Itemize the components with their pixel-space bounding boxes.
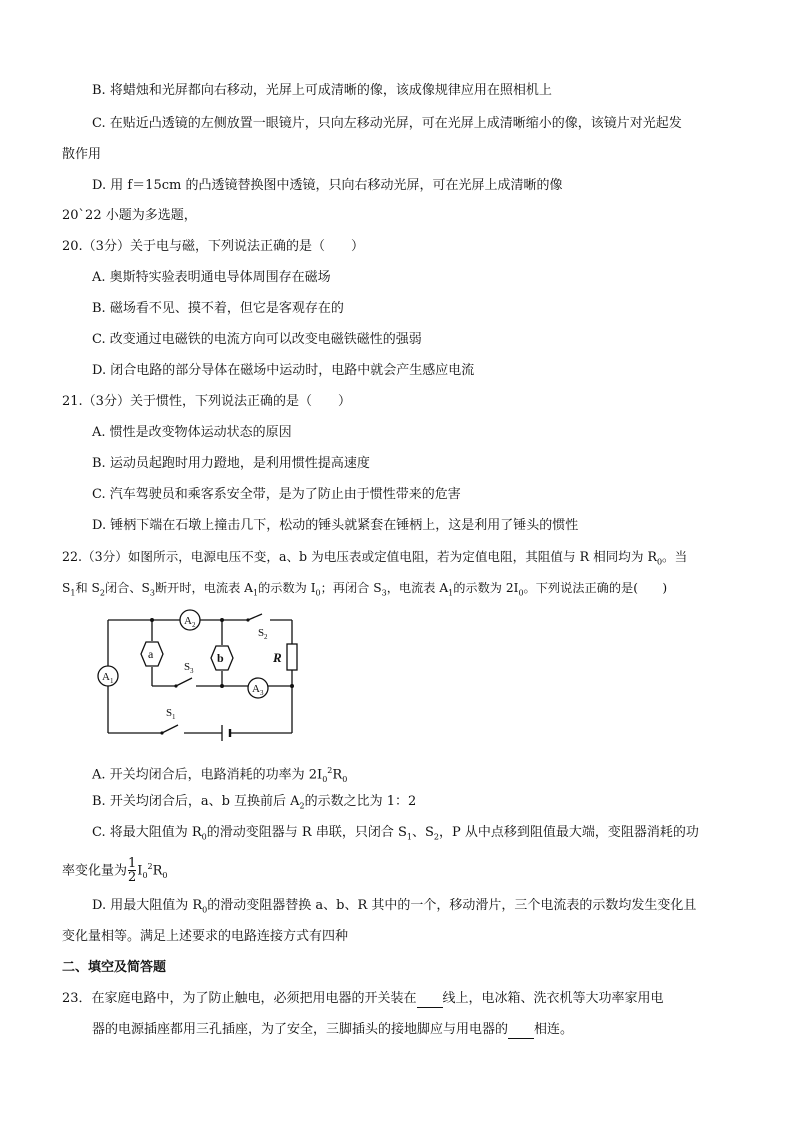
q21-option-a: A. 惯性是改变物体运动状态的原因 bbox=[92, 425, 292, 440]
label-a3-sub: 3 bbox=[260, 689, 264, 697]
q21-option-d: D. 锤柄下端在石墩上撞击几下，松动的锤头就紧套在锤柄上，这是利用了锤头的惯性 bbox=[92, 518, 579, 533]
circuit-diagram bbox=[96, 608, 306, 753]
q21-option-c: C. 汽车驾驶员和乘客系安全带，是为了防止由于惯性带来的危害 bbox=[92, 487, 461, 502]
q22-option-a: A. 开关均闭合后，电路消耗的功率为 $2I_0^2R_0$ bbox=[92, 766, 348, 784]
q23-blank-2[interactable] bbox=[508, 1024, 534, 1039]
q20-option-b: B. 磁场看不见、摸不着，但它是客观存在的 bbox=[92, 301, 344, 316]
fraction-one-half: $\frac{1}{2}$ bbox=[128, 856, 137, 886]
switch-s1-blade bbox=[162, 725, 178, 733]
label-s1: S bbox=[166, 707, 173, 719]
junction bbox=[220, 618, 224, 622]
q22-stem-line1: 22.（3分）如图所示，电源电压不变，a、b 为电压表或定值电阻，若为定值电阻，其阻值与 R 相同均为 $R_0$。当 bbox=[62, 549, 688, 567]
q23-line1: 23．在家庭电路中，为了防止触电，必须把用电器的开关装在 线上，电冰箱、洗衣机等大功率家用电 bbox=[62, 991, 664, 1006]
label-a: a bbox=[148, 647, 154, 661]
q19-option-b: B. 将蜡烛和光屏都向右移动，光屏上可成清晰的像，该成像规律应用在照相机上 bbox=[92, 83, 552, 98]
q23-blank-1[interactable] bbox=[417, 993, 443, 1008]
multi-select-note: 20`22 小题为多选题， bbox=[62, 208, 197, 223]
label-a2-sub: 2 bbox=[192, 621, 196, 629]
label-s3-sub: 3 bbox=[190, 667, 194, 675]
q21-stem: 21.（3分）关于惯性，下列说法正确的是（ ） bbox=[62, 394, 351, 409]
q20-stem: 20.（3分）关于电与磁，下列说法正确的是（ ） bbox=[62, 239, 364, 254]
label-s2-sub: 2 bbox=[264, 633, 268, 641]
resistor-r bbox=[287, 644, 297, 670]
label-r: R bbox=[273, 650, 282, 665]
label-a3: A bbox=[252, 683, 260, 695]
switch-s2-blade bbox=[248, 614, 262, 620]
q19-option-d: D. 用 f＝15cm 的凸透镜替换图中透镜，只向右移动光屏，可在光屏上成清晰的像 bbox=[92, 178, 563, 193]
label-b: b bbox=[217, 651, 224, 665]
q23-line2: 器的电源插座都用三孔插座，为了安全，三脚插头的接地脚应与用电器的 相连。 bbox=[92, 1022, 574, 1037]
label-s2: S bbox=[258, 627, 265, 639]
label-s3: S bbox=[184, 661, 191, 673]
label-s1-sub: 1 bbox=[172, 713, 176, 721]
junction bbox=[150, 618, 154, 622]
section-heading: 二、填空及简答题 bbox=[62, 960, 167, 975]
q22-option-d-line1: D. 用最大阻值为 $R_0$的滑动变阻器替换 a、b、R 其中的一个，移动滑片，三个电流表的示数均发生变化且 bbox=[92, 898, 697, 915]
q19-option-c-line2: 散作用 bbox=[62, 147, 102, 162]
q22-stem-line2: $S_1$和 $S_2$闭合、$S_3$断开时，电流表 $A_1$的示数为 $I_0$；再闭合 $S_3$，电流表 $A_1$的示数为 $2I_0$。下列说法正确的是( ) bbox=[62, 581, 668, 598]
label-a2: A bbox=[184, 615, 192, 627]
q21-option-b: B. 运动员起跑时用力蹬地，是利用惯性提高速度 bbox=[92, 456, 370, 471]
switch-pivot bbox=[246, 618, 249, 621]
q22-option-c-line2: 率变化量为 $\frac{1}{2}$ $I_0^2R_0$ bbox=[62, 856, 168, 886]
q22-option-c-line1: C. 将最大阻值为 $R_0$的滑动变阻器与 R 串联，只闭合 $S_1$、$S_2$，P 从中点移到阻值最大端，变阻器消耗的功 bbox=[92, 825, 699, 842]
label-a1: A bbox=[102, 671, 110, 683]
label-a1-sub: 1 bbox=[110, 677, 114, 685]
q20-option-a: A. 奥斯特实验表明通电导体周围存在磁场 bbox=[92, 270, 331, 285]
q20-option-d: D. 闭合电路的部分导体在磁场中运动时，电路中就会产生感应电流 bbox=[92, 363, 475, 378]
junction bbox=[290, 684, 294, 688]
q22-option-d-line2: 变化量相等。满足上述要求的电路连接方式有四种 bbox=[62, 929, 349, 944]
q20-option-c: C. 改变通过电磁铁的电流方向可以改变电磁铁磁性的强弱 bbox=[92, 332, 422, 347]
switch-pivot bbox=[160, 731, 163, 734]
switch-s3-blade bbox=[176, 678, 192, 686]
q19-option-c-line1: C. 在贴近凸透镜的左侧放置一眼镜片，只向左移动光屏，可在光屏上成清晰缩小的像，该镜片对光起发 bbox=[92, 116, 682, 131]
q22-option-b: B. 开关均闭合后，a、b 互换前后 $A_2$的示数之比为 1：2 bbox=[92, 794, 417, 811]
junction bbox=[220, 684, 224, 688]
switch-pivot bbox=[174, 684, 177, 687]
